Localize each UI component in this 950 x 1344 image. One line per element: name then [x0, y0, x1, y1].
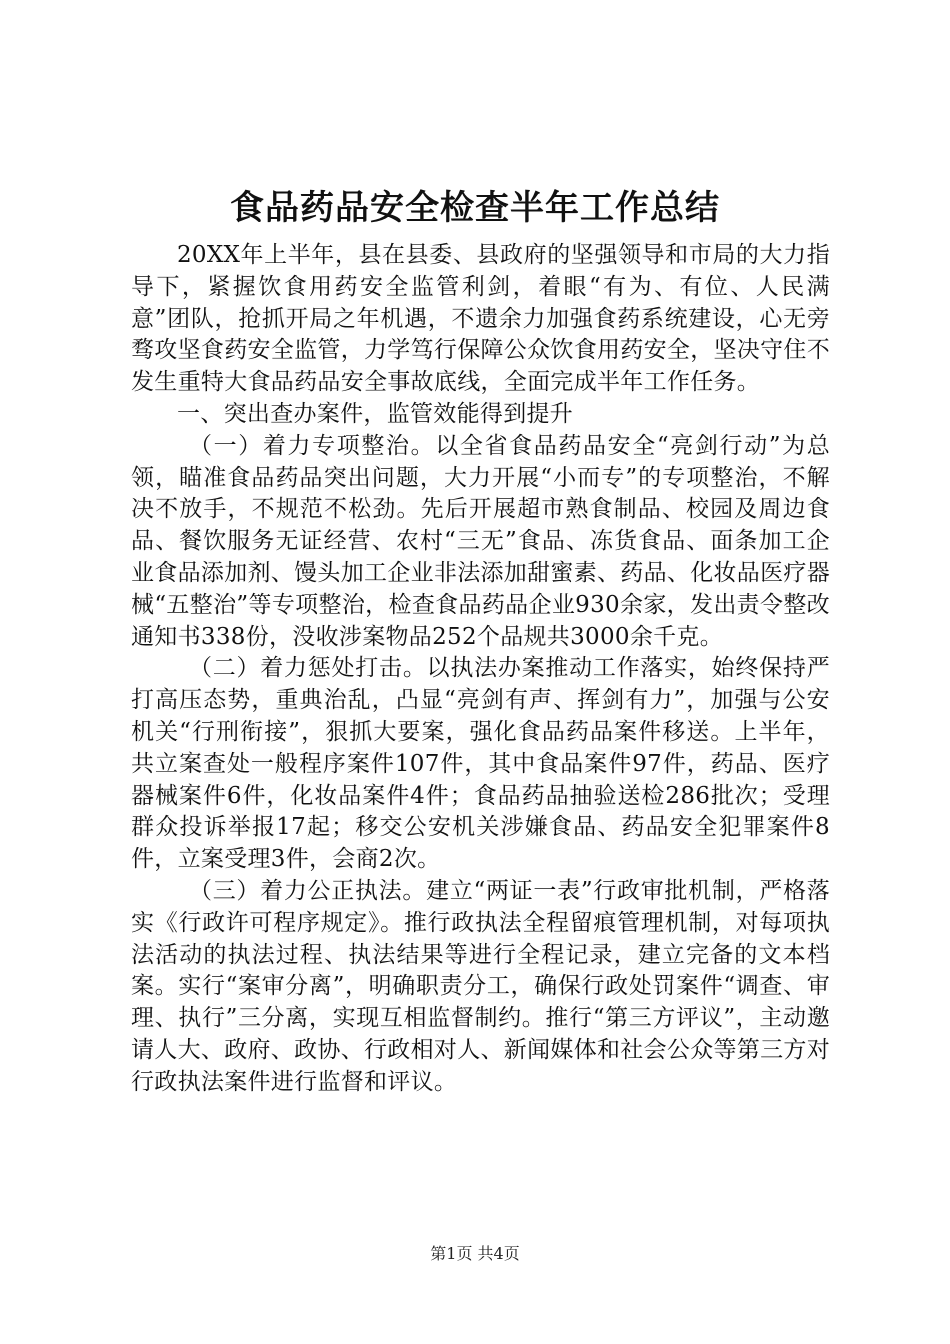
document-body	[131, 240, 830, 1099]
page-number-footer: 第1页 共4页	[430, 1244, 520, 1263]
section-heading-1: 一、突出查办案件，监管效能得到提升	[177, 400, 574, 427]
subsection-1-paragraph: （一）着力专项整治。以全省食品药品安全“亮剑行动”为总领，瞄准食品药品突出问题，大力开展“小而专”的专项整治，不解决不放手，不规范不松劲。先后开展超市熟食制品、校园及周边食品、餐饮服务无证经营、农村“三无”食品、冻货食品、面条加工企业食品添加剂、馒头加工企业非法添加甜蜜素、药品、化妆品医疗器械“五整治”等专项整治，检查食品药品企业930余家，发出责令整改通知书338份，没收涉案物品252个品规共3000余千克。	[131, 432, 830, 650]
subsection-3-paragraph: （三）着力公正执法。建立“两证一表”行政审批机制，严格落实《行政许可程序规定》。推行政执法全程留痕管理机制，对每项执法活动的执法过程、执法结果等进行全程记录，建立完备的文本档案。实行“案审分离”，明确职责分工，确保行政处罚案件“调查、审理、执行”三分离，实现互相监督制约。推行“第三方评议”，主动邀请人大、政府、政协、行政相对人、新闻媒体和社会公众等第三方对行政执法案件进行监督和评议。	[131, 877, 830, 1095]
subsection-2-paragraph: （二）着力惩处打击。以执法办案推动工作落实，始终保持严打高压态势，重典治乱，凸显“亮剑有声、挥剑有力”，加强与公安机关“行刑衔接”，狠抓大要案，强化食品药品案件移送。上半年，共立案查处一般程序案件107件，其中食品案件97件，药品、医疗器械案件6件，化妆品案件4件；食品药品抽验送检286批次；受理群众投诉举报17起；移交公安机关涉嫌食品、药品安全犯罪案件8件，立案受理3件，会商2次。	[131, 655, 830, 873]
intro-paragraph: 20XX年上半年，县在县委、县政府的坚强领导和市局的大力指导下，紧握饮食用药安全监管利剑，着眼“有为、有位、人民满意”团队，抢抓开局之年机遇，不遗余力加强食药系统建设，心无旁骛攻坚食药安全监管，力学笃行保障公众饮食用药安全，坚决守住不发生重特大食品药品安全事故底线，全面完成半年工作任务。	[131, 242, 830, 396]
document-title: 食品药品安全检查半年工作总结	[230, 188, 720, 228]
